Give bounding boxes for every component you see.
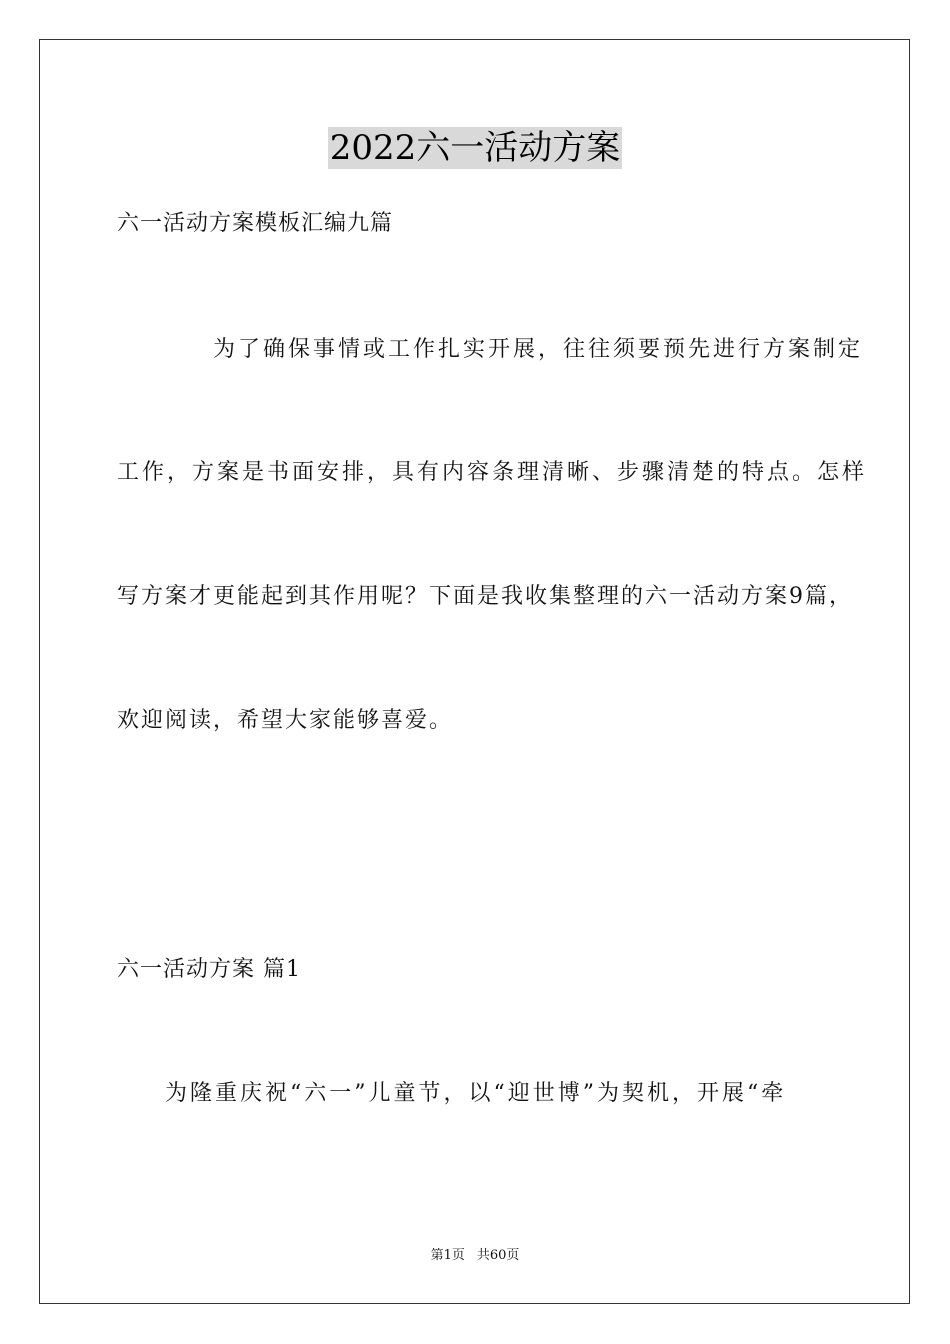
intro-line-4: 欢迎阅读，希望大家能够喜爱。 (117, 708, 454, 733)
intro-line-2: 工作，方案是书面安排，具有内容条理清晰、步骤清楚的特点。怎样 (117, 460, 868, 485)
page-number: 第1页 (430, 1248, 465, 1263)
page-total: 共60页 (476, 1248, 520, 1263)
intro-line-1: 为了确保事情或工作扎实开展，往往须要预先进行方案制定 (213, 337, 864, 362)
document-subtitle: 六一活动方案模板汇编九篇 (117, 211, 394, 236)
title-container (0, 127, 950, 169)
section-heading: 六一活动方案 篇1 (117, 957, 301, 982)
section-first-line: 为隆重庆祝“六一”儿童节，以“迎世博”为契机，开展“牵 (165, 1081, 787, 1106)
document-title: 2022六一活动方案 (329, 128, 621, 168)
page-footer (0, 1247, 950, 1265)
intro-line-3: 写方案才更能起到其作用呢？下面是我收集整理的六一活动方案9篇， (117, 584, 853, 609)
